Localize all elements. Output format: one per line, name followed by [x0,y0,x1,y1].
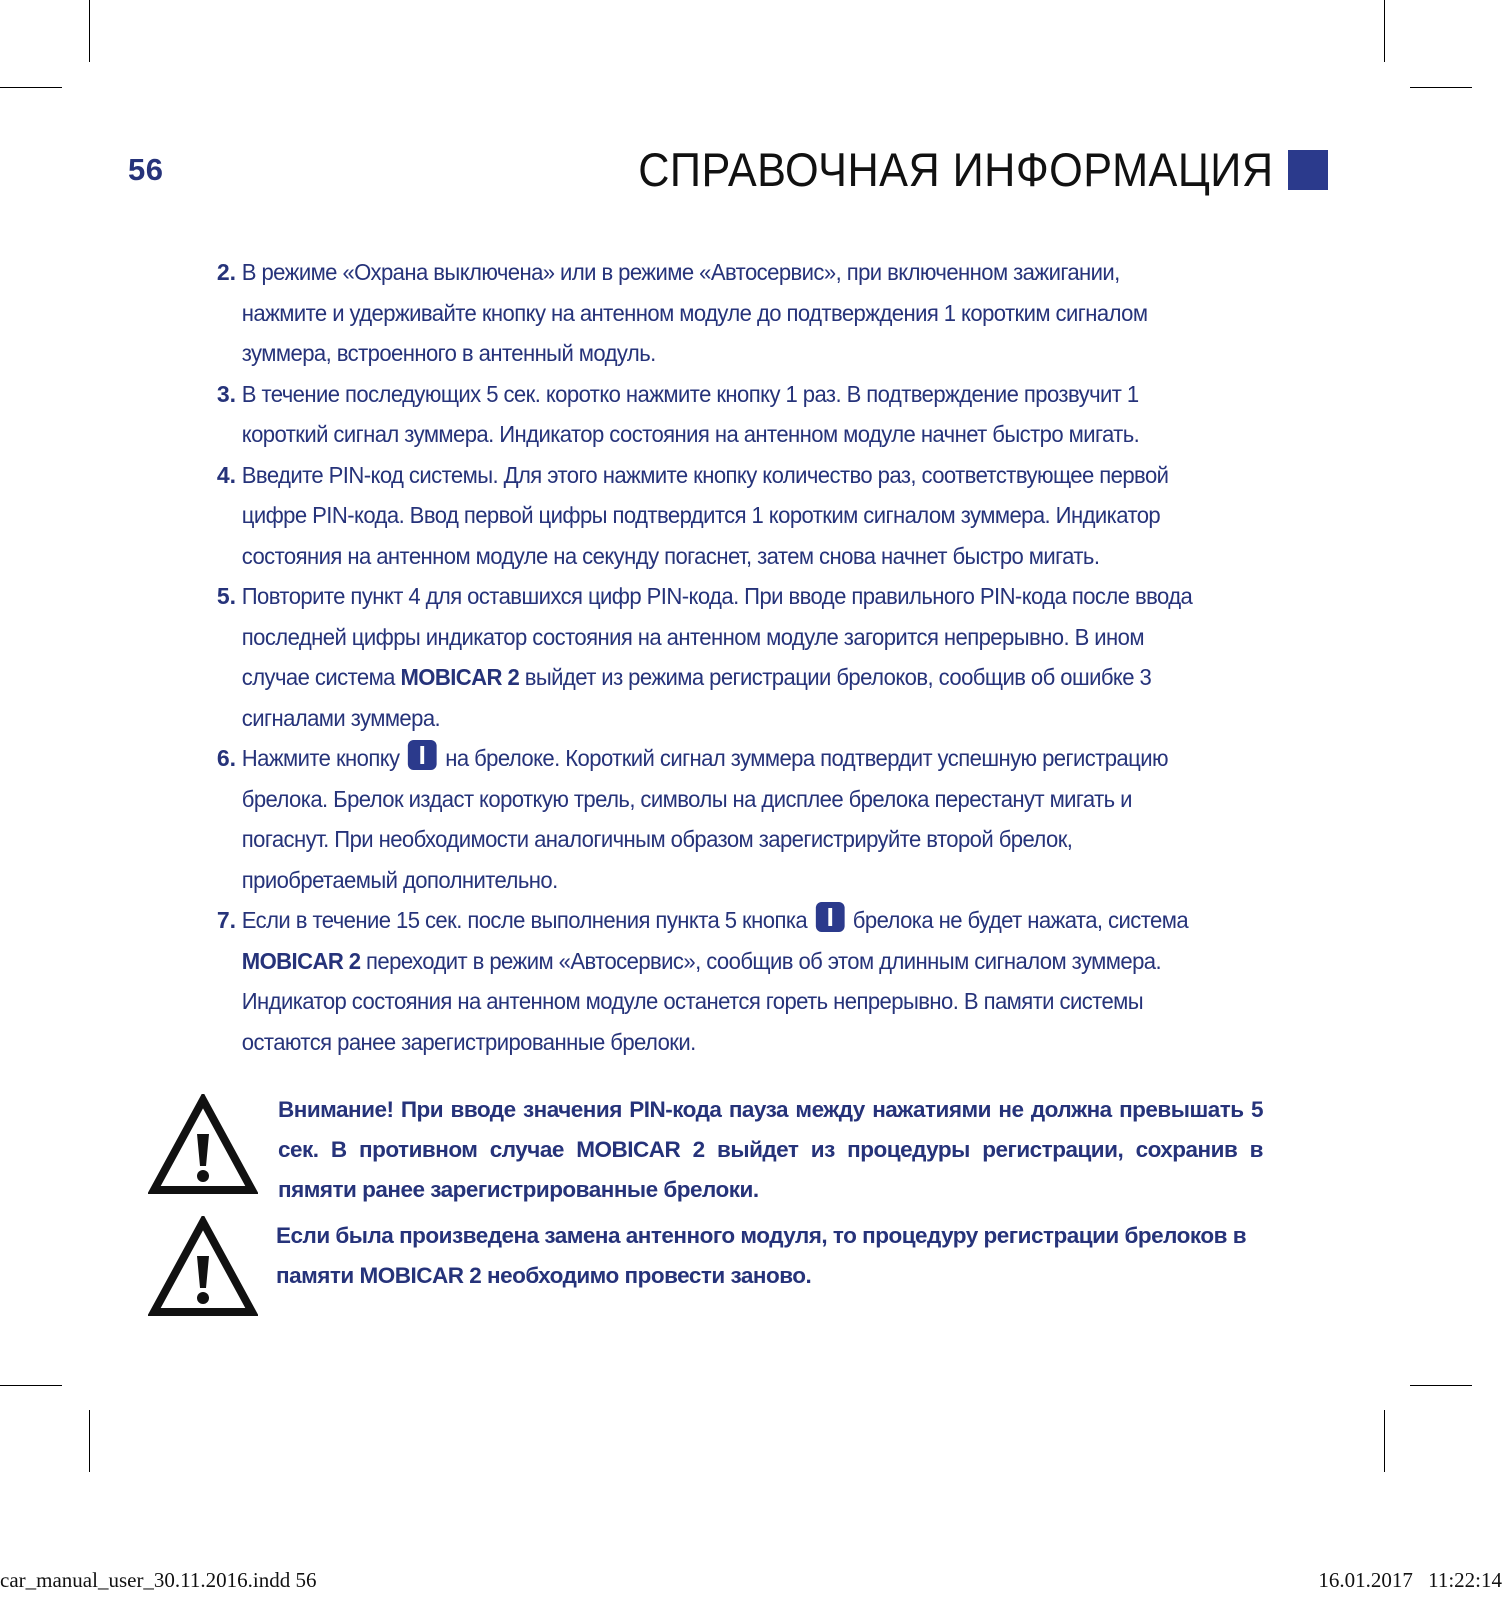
brand-name: MOBICAR 2 [241,947,361,974]
step-text-part: Если в течение 15 сек. после выполнения пункта 5 кнопка [241,907,813,933]
step-text-part: на брелоке. Короткий сигнал зуммера подтвердит успешную регистрацию брелока. Брелок издаст короткую трель, символы на дисплее брелока перестанут мигать и погаснут. При необходимости аналогичным образом зарегистрируйте второй брелок, приобретаемый дополнительно. [241,745,1168,893]
section-header [583,142,1328,197]
print-slug-filename: car_manual_user_30.11.2016.indd 56 [0,1568,317,1592]
warning-text: Если была произведена замена антенного модуля, то процедуру регистрации брелоков в памяти MOBICAR 2 необходимо провести заново. [276,1223,1247,1288]
warning-text: Внимание! При вводе значения PIN-кода пауза между нажатиями не должна превышать 5 сек. В противном случае MOBICAR 2 выйдет из процедуры регистрации, сохранив в пямяти ранее зарегистрированные брелоки. [278,1097,1263,1202]
step-text [236,738,1209,900]
remote-button-i-icon [408,740,437,770]
step-text-part: выйдет из режима регистрации брелоков, сообщив об ошибке 3 сигналами зуммера. [241,664,1152,731]
step-text: Введите PIN-код системы. Для этого нажмите кнопку количество раз, соответствующее первой цифре PIN-кода. Ввод первой цифры подтвердится 1 коротким сигналом зуммера. Индикатор состояния на антенном модуле на секунду погаснет, затем снова начнет быстро мигать. [241,461,1169,569]
crop-mark [89,0,90,62]
list-item [200,900,1250,1062]
step-text-part: переходит в режим «Автосервис», сообщив об этом длинным сигналом зуммера. Индикатор состояния на антенном модуле останется гореть непрерывно. В памяти системы остаются ранее зарегистрированные брелоки. [241,947,1162,1055]
brand-name: MOBICAR 2 [400,664,520,690]
step-text [236,576,1209,738]
registration-steps-list [200,252,1250,1062]
page-number: 56 [128,152,164,187]
crop-mark [0,87,62,88]
step-number: 4. [216,461,236,488]
step-text-part: брелока не будет нажата, система [847,907,1189,933]
list-item [200,252,1250,374]
page-title: СПРАВОЧНАЯ ИНФОРМАЦИЯ [638,143,1274,196]
step-number: 2. [216,259,236,285]
step-number: 6. [216,745,236,771]
crop-mark [89,1410,90,1472]
list-item [200,455,1250,577]
crop-mark [0,1385,62,1386]
step-number: 7. [216,907,236,933]
accent-square-icon [1288,150,1328,190]
list-item [200,738,1250,900]
step-text: В течение последующих 5 сек. коротко нажмите кнопку 1 раз. В подтверждение прозвучит 1 короткий сигнал зуммера. Индикатор состояния на антенном модуле начнет быстро мигать. [241,380,1140,447]
list-item [200,374,1250,455]
crop-mark [1410,1385,1472,1386]
step-text-part: Повторите пункт 4 для оставшихся цифр PIN-кода. При вводе правильного PIN-кода после ввода последней цифры индикатор состояния на антенном модуле загорится непрерывно. В ином случае система [241,583,1193,690]
step-text: В режиме «Охрана выключена» или в режиме «Автосервис», при включенном зажигании, нажмите и удерживайте кнопку на антенном модуле до подтверждения 1 коротким сигналом зуммера, встроенного в антенный модуль. [241,259,1148,366]
step-number: 3. [216,380,236,407]
step-text-part: Нажмите кнопку [241,745,406,771]
step-text [236,900,1209,1062]
warning-notice [148,1094,1263,1210]
list-item [200,576,1250,738]
remote-button-i-icon [816,902,845,932]
warning-notice [148,1216,1261,1318]
warning-triangle-icon [148,1216,258,1318]
print-slug-timestamp: 16.01.2017 11:22:14 [1318,1568,1502,1592]
step-number: 5. [216,583,236,609]
crop-mark [1384,0,1385,62]
crop-mark [1410,87,1472,88]
crop-mark [1384,1410,1385,1472]
warning-triangle-icon [148,1094,258,1196]
